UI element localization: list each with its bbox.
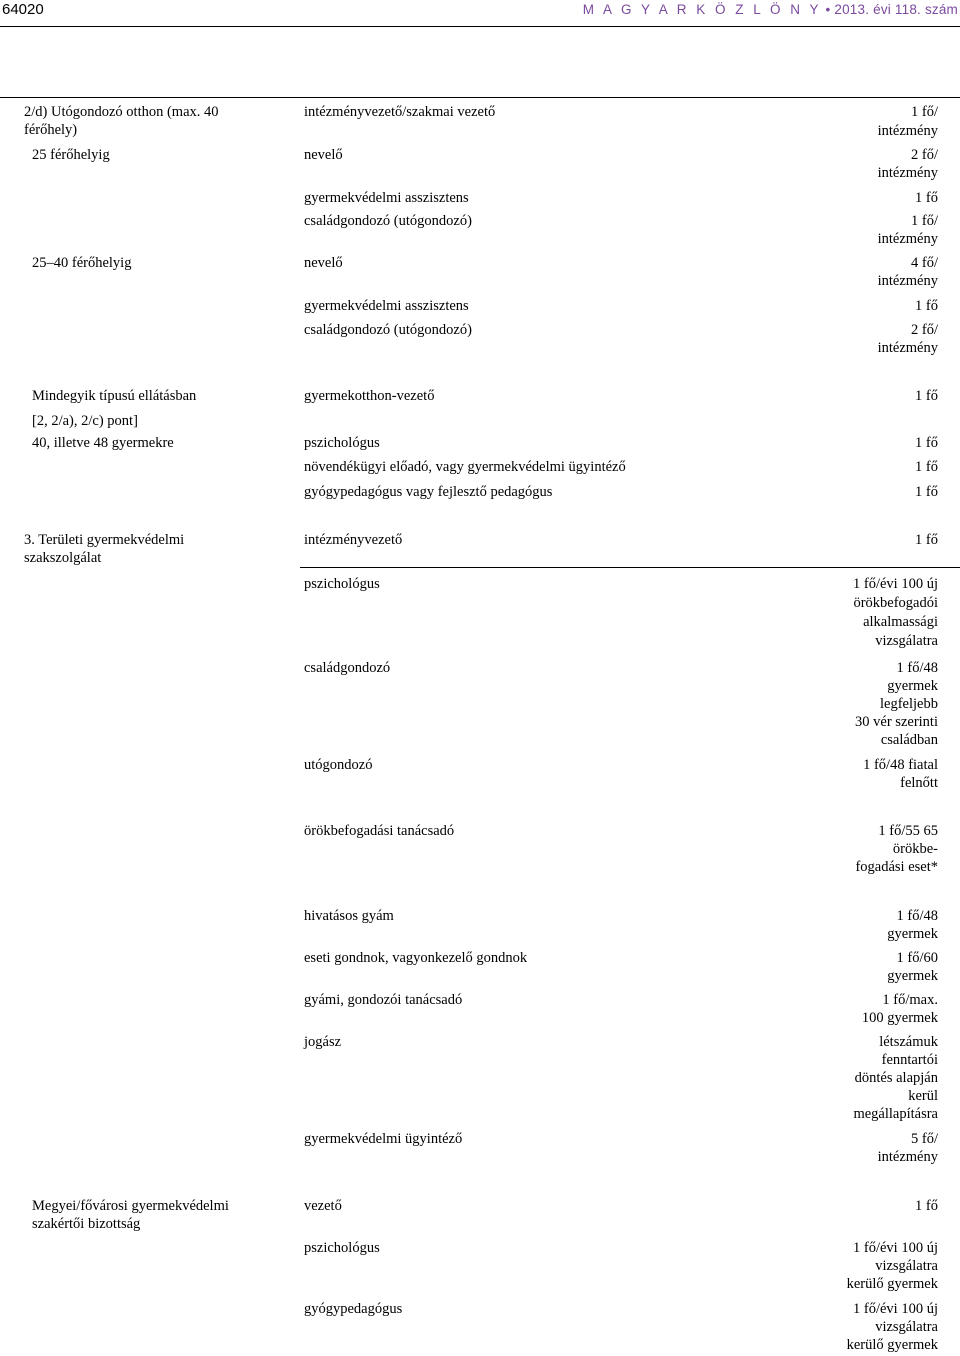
quantity-value: 1 fő/évi 100 új (853, 1301, 938, 1317)
category-label: Megyei/fővárosi gyermekvédelmi (32, 1198, 229, 1214)
quantity-value: kerülő gyermek (846, 1276, 938, 1292)
category-label: 25–40 férőhelyig (32, 255, 132, 271)
category-label: Mindegyik típusú ellátásban (32, 388, 197, 404)
quantity-value: 1 fő (915, 298, 938, 314)
category-label: szakértői bizottság (32, 1216, 141, 1232)
quantity-value: 1 fő/48 fiatal (863, 757, 938, 773)
role-label: gyámi, gondozói tanácsadó (304, 992, 463, 1008)
quantity-value: 1 fő/ (911, 104, 938, 120)
quantity-value: 2 fő/ (911, 147, 938, 163)
quantity-value: családban (880, 732, 938, 748)
quantity-value: 1 fő (915, 532, 938, 548)
role-label: családgondozó (utógondozó) (304, 322, 472, 338)
section-rule (300, 567, 960, 568)
quantity-value: 5 fő/ (911, 1131, 938, 1147)
role-label: családgondozó (304, 660, 391, 676)
quantity-value: 2 fő/ (911, 322, 938, 338)
role-label: gyermekotthon-vezető (304, 388, 435, 404)
quantity-value: 1 fő/60 (896, 950, 938, 966)
role-label: pszichológus (304, 1240, 380, 1256)
quantity-value: 30 vér szerinti (855, 714, 938, 730)
quantity-value: legfeljebb (880, 696, 938, 712)
role-label: vezető (304, 1198, 342, 1214)
quantity-value: intézmény (877, 123, 938, 139)
quantity-value: 1 fő/48 (896, 908, 938, 924)
quantity-value: gyermek (887, 968, 938, 984)
page-header (0, 0, 960, 28)
role-label: nevelő (304, 147, 343, 163)
role-label: gyermekvédelmi ügyintéző (304, 1131, 463, 1147)
quantity-value: gyermek (887, 678, 938, 694)
quantity-value: 1 fő (915, 1198, 938, 1214)
gazette-title: M A G Y A R K Ö Z L Ö N Y (582, 2, 822, 17)
category-label: 40, illetve 48 gyermekre (32, 435, 174, 451)
quantity-value: vizsgálatra (875, 1319, 938, 1335)
quantity-value: 1 fő/max. (882, 992, 938, 1008)
quantity-value: 1 fő/évi 100 új (853, 576, 938, 592)
quantity-value: megállapításra (853, 1106, 938, 1122)
quantity-value: 4 fő/ (911, 255, 938, 271)
quantity-value: intézmény (877, 340, 938, 356)
quantity-value: fogadási eset* (855, 859, 938, 875)
quantity-value: intézmény (877, 273, 938, 289)
header-rule (0, 26, 960, 27)
bullet-separator: • (825, 2, 831, 17)
quantity-value: 1 fő/55 65 (878, 823, 938, 839)
quantity-value: 1 fő (915, 459, 938, 475)
role-label: nevelő (304, 255, 343, 271)
quantity-value: 1 fő/évi 100 új (853, 1240, 938, 1256)
quantity-value: kerülő gyermek (846, 1337, 938, 1353)
quantity-value: gyermek (887, 926, 938, 942)
quantity-value: intézmény (877, 1149, 938, 1165)
quantity-value: döntés alapján (854, 1070, 938, 1086)
category-label: férőhely) (24, 122, 78, 138)
role-label: pszichológus (304, 576, 380, 592)
quantity-value: örökbefogadói (853, 595, 938, 611)
quantity-value: 1 fő (915, 190, 938, 206)
gazette-masthead (583, 2, 958, 17)
quantity-value: 100 gyermek (861, 1010, 938, 1026)
quantity-value: vizsgálatra (875, 1258, 938, 1274)
role-label: gyermekvédelmi asszisztens (304, 190, 469, 206)
table-top-rule (0, 97, 960, 98)
role-label: intézményvezető/szakmai vezető (304, 104, 496, 120)
quantity-value: kerül (908, 1088, 938, 1104)
page-number: 64020 (2, 1, 44, 18)
role-label: utógondozó (304, 757, 373, 773)
category-label: 25 férőhelyig (32, 147, 110, 163)
quantity-value: 1 fő/48 (896, 660, 938, 676)
quantity-value: 1 fő (915, 435, 938, 451)
category-label: 3. Területi gyermekvédelmi (24, 532, 185, 548)
quantity-value: alkalmassági (863, 614, 938, 630)
category-label: [2, 2/a), 2/c) pont] (32, 413, 138, 429)
quantity-value: örökbe- (892, 841, 938, 857)
quantity-value: 1 fő (915, 484, 938, 500)
role-label: intézményvezető (304, 532, 403, 548)
quantity-value: felnőtt (900, 775, 938, 791)
quantity-value: 1 fő (915, 388, 938, 404)
role-label: gyógypedagógus vagy fejlesztő pedagógus (304, 484, 553, 500)
role-label: hivatásos gyám (304, 908, 394, 924)
role-label: pszichológus (304, 435, 380, 451)
quantity-value: létszámuk (879, 1034, 938, 1050)
role-label: családgondozó (utógondozó) (304, 213, 472, 229)
issue-label: 2013. évi 118. szám (834, 2, 958, 17)
quantity-value: 1 fő/ (911, 213, 938, 229)
quantity-value: vizsgálatra (875, 633, 938, 649)
role-label: eseti gondnok, vagyonkezelő gondnok (304, 950, 528, 966)
role-label: növendékügyi előadó, vagy gyermekvédelmi ügyintéző (304, 459, 626, 475)
quantity-value: fenntartói (881, 1052, 938, 1068)
quantity-value: intézmény (877, 231, 938, 247)
role-label: gyógypedagógus (304, 1301, 403, 1317)
role-label: örökbefogadási tanácsadó (304, 823, 455, 839)
category-label: szakszolgálat (24, 550, 102, 566)
quantity-value: intézmény (877, 165, 938, 181)
category-label: 2/d) Utógondozó otthon (max. 40 (24, 104, 219, 120)
role-label: gyermekvédelmi asszisztens (304, 298, 469, 314)
role-label: jogász (304, 1034, 342, 1050)
